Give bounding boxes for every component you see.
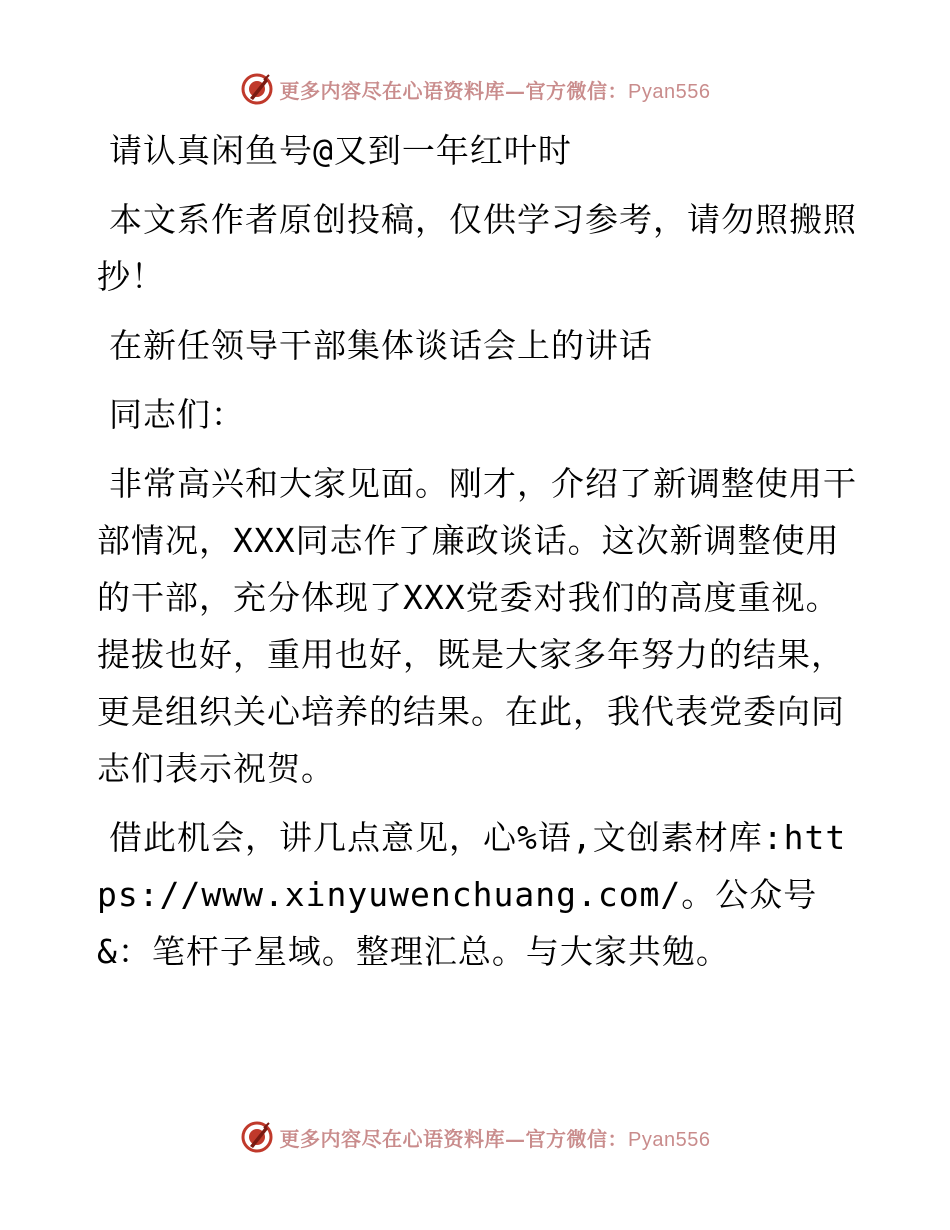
wechat-id: Pyan556	[628, 1128, 711, 1151]
footer-watermark	[0, 1120, 950, 1154]
paragraph-author-note: 请认真闲鱼号@又到一年红叶时	[109, 131, 572, 170]
document-body	[97, 122, 857, 992]
paragraph-source-note: 借此机会，讲几点意见，心%语,文创素材库:https://www.xinyuwenchuang.com/。公众号&：笔杆子星域。整理汇总。与大家共勉。	[97, 818, 847, 971]
quill-seal-icon	[240, 1120, 274, 1154]
watermark-text: 更多内容尽在心语资料库—官方微信：Pyan556	[279, 78, 711, 103]
watermark-text: 更多内容尽在心语资料库—官方微信：Pyan556	[279, 1126, 711, 1151]
header-watermark	[0, 72, 950, 106]
wechat-id: Pyan556	[628, 80, 711, 103]
quill-seal-icon	[240, 72, 274, 106]
paragraph-opening: 非常高兴和大家见面。刚才，介绍了新调整使用干部情况，XXX同志作了廉政谈话。这次新调整使用的干部，充分体现了XXX党委对我们的高度重视。提拔也好，重用也好，既是大家多年努力的结果，更是组织关心培养的结果。在此，我代表党委向同志们表示祝贺。	[97, 464, 857, 788]
salutation: 同志们：	[109, 395, 245, 434]
document-title: 在新任领导干部集体谈话会上的讲话	[109, 326, 653, 365]
paragraph-copyright-notice: 本文系作者原创投稿，仅供学习参考，请勿照搬照抄！	[97, 200, 857, 296]
